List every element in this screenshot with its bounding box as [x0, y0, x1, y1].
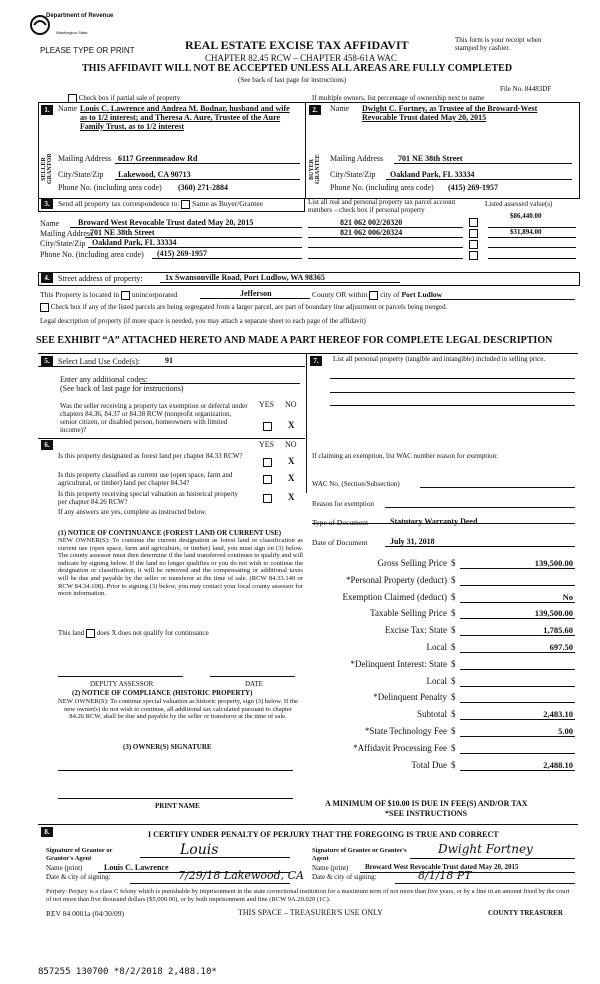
logo-text: Department of Revenue [46, 13, 114, 19]
parcel-3-value-line [488, 247, 576, 248]
reason-label: Reason for exemption [312, 500, 374, 508]
doc-date-line [385, 546, 575, 547]
treasurer-only: THIS SPACE – TREASURER'S USE ONLY [238, 908, 383, 917]
calc-value-line [460, 618, 575, 619]
personal-line-3 [330, 405, 575, 406]
personal-line-2 [330, 392, 575, 393]
forest-q3-yes[interactable] [263, 493, 272, 503]
county-treasurer: COUNTY TREASURER [488, 909, 563, 917]
this-land-label: This land [58, 629, 85, 638]
section-2-badge: 2. [309, 105, 321, 115]
grantor-sig-line [140, 857, 290, 858]
section-3-badge: 3. [41, 199, 53, 209]
buyer-city-line [386, 179, 572, 180]
county-or-row [312, 290, 442, 300]
deputy-date-label: DATE [245, 680, 263, 688]
calc-value[interactable]: 5.00 [558, 726, 573, 736]
within-label: within [348, 290, 368, 299]
calc-currency: $ [451, 574, 456, 585]
wac-no-line [420, 487, 575, 488]
city-of-label: city of [380, 290, 400, 299]
seller-name[interactable]: Louis C. Lawrence and Andrea M. Bodnar, husband and wife as to 1/2 interest; and Theresa A. Aure, Trustee of the Aure Family Trust, as to 1/2 interest [80, 104, 290, 131]
tax-city[interactable]: Oakland Park, FL 33334 [92, 238, 177, 247]
calc-currency: $ [451, 675, 456, 686]
seller-mailing-label: Mailing Address [58, 154, 112, 163]
owner-signature-line-2 [58, 798, 293, 799]
calc-value-line [460, 635, 575, 636]
parcel-4-value-line [488, 258, 576, 259]
section-8-badge: 8. [41, 827, 53, 837]
same-as-buyer-label: Same as Buyer/Grantee [192, 199, 263, 208]
parcel-4-line [308, 258, 463, 259]
doc-type-label: Type of Document [312, 518, 369, 527]
parcel-1-checkbox[interactable] [469, 217, 478, 227]
certify-text: I CERTIFY UNDER PENALTY OF PERJURY THAT THE FOREGOING IS TRUE AND CORRECT [148, 830, 499, 839]
city-line [430, 299, 575, 300]
land-use-code[interactable]: 91 [165, 356, 173, 365]
calc-label: *Personal Property (deduct) [346, 574, 447, 585]
forest-if-yes: If any answers are yes, complete as instructed below. [58, 508, 207, 516]
calc-label: Exemption Claimed (deduct) [342, 591, 447, 602]
parcel-3-checkbox[interactable] [469, 239, 478, 249]
calc-value-line [460, 770, 575, 771]
partial-sale-label: Check box if partial sale of property [78, 94, 181, 103]
tax-phone-label: Phone No. (including area code) [40, 250, 144, 259]
calc-value-line [460, 702, 575, 703]
calc-currency: $ [451, 759, 456, 770]
segregated-checkbox[interactable] [40, 303, 49, 312]
multiple-owners-note: If multiple owners, list percentage of ownership next to name [312, 94, 485, 102]
form-chapter: CHAPTER 82.45 RCW – CHAPTER 458-61A WAC [205, 53, 397, 63]
tax-phone[interactable]: (415) 269-1957 [157, 249, 207, 258]
calc-currency: $ [451, 709, 456, 720]
legal-label: Legal description of property (if more space is needed, you may attach a separate sheet to each page of the affidavit) [40, 317, 366, 325]
land-use-line [38, 366, 305, 367]
calc-currency: $ [451, 658, 456, 669]
see-back: (See back of last page for instructions) [238, 76, 347, 84]
county-line [200, 298, 310, 299]
rev-number: REV 84 0001a (04/30/09) [46, 909, 124, 918]
land-does-label: does [96, 629, 110, 638]
section-6-top-line [38, 438, 305, 439]
land-does-checkbox[interactable] [86, 629, 95, 638]
notice1-text: NEW OWNER(S): To continue the current designation as forest land or classification as current use (open space, farm and agriculture, or timber) land, you must sign on (3) below. The county assessor must then determine if the land transferred continues to qualify and will indicate by signing below. If the land no longer qualifies or you do not wish to continue the designation or classification, it will be removed and the compensating or additional taxes will be due and payable by the seller or transferor at the time of sale. (RCW 84.33.140 or RCW 84.34.108). Prior to signing (3) below, you may contact your local county assessor for more information. [58, 537, 303, 598]
section-8-top-line [38, 824, 578, 825]
personal-line-1 [330, 378, 575, 379]
buyer-name[interactable]: Dwight C. Fortney, as Trustee of the Broward-West Revocable Trust dated May 20, 2015 [362, 104, 538, 122]
calc-value-line [460, 719, 575, 720]
notice2-text: NEW OWNER(S): To continue special valuation as historic property, sign (3) below. If the new owner(s) do not wish to continue, all additional tax calculated pursuant to chapter 84.26 RCW, shall be due and payable by the seller or transferor at the time of sale. [58, 698, 298, 721]
buyer-mailing-label: Mailing Address [330, 154, 384, 163]
parcel-1-number[interactable]: 821 062 002/20320 [340, 218, 403, 227]
seller-phone-label: Phone No. (including area code) [58, 183, 162, 192]
owner-signature-line-1 [58, 770, 293, 771]
parcel-2-value-line [488, 237, 576, 238]
calc-currency: $ [451, 742, 456, 753]
buyer-side-label: BUYER GRANTEE [309, 154, 321, 184]
grantor-name-label: Name (print) [46, 864, 83, 872]
parcel-2-checkbox[interactable] [469, 228, 478, 238]
calc-label: *Affidavit Processing Fee [353, 742, 447, 753]
forest-q3-no[interactable]: X [288, 492, 295, 502]
minimum-note: A MINIMUM OF $10.00 IS DUE IN FEE(S) AND/OR TAX [325, 799, 528, 808]
calc-currency: $ [451, 625, 456, 636]
grantor-signature[interactable]: Louis [180, 842, 219, 858]
calc-value-line [460, 669, 575, 670]
seller-city-line [115, 179, 300, 180]
receipt-stamp: 857255 130700 *8/2/2018 2,488.10* [38, 967, 217, 977]
tax-city-line [88, 247, 302, 248]
file-no: File No. 84483DF [500, 85, 552, 93]
forest-no: NO [285, 440, 297, 449]
tax-mailing-label: Mailing Address [40, 229, 94, 238]
grantor-date-line [130, 883, 290, 884]
land-use-no: NO [285, 400, 297, 409]
forest-yes: YES [259, 440, 275, 449]
grantee-name[interactable]: Broward West Revocable Trust dated May 20, 2015 [365, 863, 519, 871]
calc-label: Gross Selling Price [377, 558, 447, 568]
parties-divider [305, 102, 306, 198]
tax-mailing[interactable]: 701 NE 38th Street [90, 228, 155, 237]
calc-value[interactable]: 697.50 [549, 642, 573, 652]
grantee-sig-label: Signature of Grantee or Grantee's Agent [312, 847, 407, 862]
grantor-name[interactable]: Louis C. Lawrence [104, 863, 169, 872]
parcel-1-value[interactable]: $86,440.00 [510, 212, 542, 220]
calc-value[interactable]: No [562, 591, 573, 602]
calc-currency: $ [451, 642, 456, 652]
parcels-label: List all real and personal property tax parcel account numbers – check box if personal property [308, 198, 456, 214]
section-5-badge: 5. [41, 356, 53, 366]
calc-label: *State Technology Fee [364, 726, 447, 736]
parcel-2-value[interactable]: $31,894.00 [510, 228, 542, 236]
calc-label: Subtotal [416, 709, 447, 720]
forest-q1-yes[interactable] [263, 457, 272, 467]
grantor-date[interactable]: 7/29/18 Lakewood, CA [178, 869, 304, 882]
owner-signature-title: (3) OWNER(S) SIGNATURE [123, 743, 212, 751]
buyer-phone[interactable]: (415) 269-1957 [448, 183, 498, 192]
calc-currency: $ [451, 608, 456, 619]
calc-value[interactable]: 2,483.10 [543, 709, 573, 720]
calc-label: *Delinquent Interest: State [350, 658, 447, 669]
land-use-yes: YES [259, 400, 275, 409]
exhibit-text[interactable]: SEE EXHIBIT “A” ATTACHED HERETO AND MADE A PART HEREOF FOR COMPLETE LEGAL DESCRIPTION [36, 335, 553, 346]
grantee-date[interactable]: 8/1/18 PT [418, 869, 472, 882]
located-row [40, 290, 177, 300]
calc-currency: $ [451, 726, 456, 736]
print-name-label: PRINT NAME [155, 802, 200, 810]
parcel-3-line [308, 247, 463, 248]
segregated-label: Check box if any of the listed parcels are being segregated from a larger parcel, are part of boundary line adjustment or parcels being merged. [50, 303, 448, 312]
additional-codes-label: Enter any additional codes: [60, 375, 148, 384]
calc-value-line [460, 602, 575, 603]
seller-name-label: Name [58, 104, 78, 113]
forest-q2-yes[interactable] [263, 474, 272, 484]
seller-city[interactable]: Lakewood, CA 90713 [118, 170, 191, 179]
receipt-note: This form is your receipt when stamped by cashier. [455, 36, 542, 52]
section-4-badge: 4. [41, 273, 53, 283]
grantee-date-line [395, 883, 575, 884]
calc-value[interactable]: 139,500.00 [534, 608, 573, 619]
seller-phone[interactable]: (360) 271-2884 [178, 183, 228, 192]
street-address[interactable]: 1x Swansonville Road, Port Ludlow, WA 98365 [165, 273, 325, 282]
segregated-row [40, 303, 447, 312]
calc-value-line [460, 585, 575, 586]
forest-q2: Is this property classified as current use (open space, farm and agricultural, or timber) land per chapter 84.34? [58, 471, 233, 487]
land-use-label: Select Land Use Code(s): [58, 357, 140, 366]
mid-divider [306, 353, 307, 493]
county-name[interactable]: Jefferson [240, 289, 272, 298]
calc-label: *Delinquent Penalty [373, 692, 447, 703]
grantee-sig-line [410, 858, 575, 859]
form-warning: THIS AFFIDAVIT WILL NOT BE ACCEPTED UNLESS ALL AREAS ARE FULLY COMPLETED [82, 63, 513, 74]
buyer-mailing[interactable]: 701 NE 38th Street [398, 154, 463, 163]
exemption-yes-checkbox[interactable] [263, 421, 272, 431]
calc-value[interactable]: 139,500.00 [534, 558, 573, 568]
tax-city-label: City/State/Zip [40, 239, 86, 248]
forest-q1: Is this property designated as forest land per chapter 84.33 RCW? [58, 452, 243, 460]
land-does-not-label: X does not qualify for continuance [111, 629, 209, 638]
calc-label: Total Due [411, 759, 447, 770]
exemption-no-mark[interactable]: X [288, 420, 295, 430]
buyer-name-label: Name [330, 104, 350, 113]
grantor-date-label: Date & city of signing: [46, 873, 111, 881]
notice2-title: (2) NOTICE OF COMPLIANCE (HISTORIC PROPERTY) [72, 689, 253, 697]
exemption-question: Was the seller receiving a property tax exemption or deferral under chapters 84.36, 84.37 or 84.38 RCW (nonprofit organization, senior citizen, or disabled person, homeowners with limited income)? [60, 402, 248, 434]
parcel-2-number[interactable]: 821 062 006/20324 [340, 228, 403, 237]
seller-mailing-line [115, 163, 300, 164]
reason-line [385, 507, 575, 508]
seller-city-label: City/State/Zip [58, 170, 104, 179]
tax-corr-label: Send all property tax correspondence to: [58, 199, 180, 208]
see-instructions: *SEE INSTRUCTIONS [385, 809, 468, 818]
tax-corr-row [58, 199, 263, 209]
buyer-phone-label: Phone No. (including area code) [330, 183, 434, 192]
same-as-buyer-checkbox[interactable] [181, 200, 190, 209]
forest-q3: Is this property receiving special valuation as historical property per chapter 84.26 RCW? [58, 490, 239, 506]
calc-value-line [460, 736, 575, 737]
wac-label: If claiming an exemption, list WAC number reason for exemption: [312, 452, 499, 460]
please-type: PLEASE TYPE OR PRINT [40, 46, 135, 55]
doc-date[interactable]: July 31, 2018 [390, 537, 435, 546]
doc-date-label: Date of Document [312, 538, 368, 547]
section-6-badge: 6. [41, 440, 53, 450]
grantor-sig-label: Signature of Grantor or Grantor's Agent [46, 847, 113, 862]
buyer-city[interactable]: Oakland Park, FL 33334 [390, 170, 475, 179]
forest-q2-no[interactable]: X [288, 473, 295, 483]
calc-label: Local [426, 642, 447, 652]
this-land-row [58, 629, 209, 638]
form-title: REAL ESTATE EXCISE TAX AFFIDAVIT [185, 38, 409, 52]
parcel-4-checkbox[interactable] [469, 250, 478, 260]
tax-phone-line [152, 258, 302, 259]
section-5-box [38, 353, 578, 354]
deputy-label: DEPUTY ASSESSOR [90, 680, 154, 688]
street-line [160, 282, 400, 283]
calc-currency: $ [451, 558, 456, 568]
unincorporated-label: unincorporated [131, 290, 178, 299]
logo-subtext: Washington State [56, 30, 88, 35]
calc-value-line [460, 686, 575, 687]
seller-side-label: SELLER GRANTOR [41, 153, 53, 185]
calc-value-line [460, 652, 575, 653]
notice1-title: (1) NOTICE OF CONTINUANCE (FOREST LAND OR CURRENT USE) [58, 529, 282, 537]
perjury-text: Perjury: Perjury is a class C felony which is punishable by imprisonment in the state correctional institution for a maximum term of not more than five years, or by a fine in an amount fixed by the court of not more than five thousand dollars ($5,000.00), or by both imprisonment and fine (RCW 9A.20.020 (1C). [46, 888, 570, 903]
property-city[interactable]: Port Ludlow [401, 290, 443, 299]
tax-name-label: Name [40, 219, 60, 228]
calc-label: Excise Tax: State [384, 625, 447, 636]
calc-label: Local [426, 675, 447, 686]
deputy-line [58, 676, 183, 677]
assessed-label: Listed assessed value(s) [485, 200, 553, 208]
grantee-date-label: Date & city of signing: [312, 873, 377, 881]
located-label: This Property is located in [40, 290, 120, 299]
grantee-name-label: Name (print) [312, 864, 349, 872]
calc-table [315, 558, 577, 778]
section-1-badge: 1. [41, 105, 53, 115]
calc-value-line [460, 568, 575, 569]
seller-mailing[interactable]: 6117 Greenmeadow Rd [118, 154, 198, 163]
grantee-signature[interactable]: Dwight Fortney [438, 842, 533, 856]
calc-currency: $ [451, 591, 456, 602]
wac-no-label: WAC No. (Section/Subsection) [312, 480, 400, 488]
land-use-see-back: (See back of last page for instructions) [60, 384, 184, 393]
calc-label: Taxable Selling Price [370, 608, 447, 619]
personal-label: List all personal property (tangible and intangible) included in selling price. [333, 355, 546, 363]
tax-name[interactable]: Broward West Revocable Trust dated May 20, 2015 [78, 218, 254, 227]
parcel-2-line [308, 237, 463, 238]
section-7-badge: 7. [310, 356, 322, 366]
unincorporated-checkbox[interactable] [121, 291, 130, 300]
buyer-mailing-line [394, 163, 572, 164]
buyer-city-label: City/State/Zip [330, 170, 376, 179]
street-label: Street address of property: [58, 274, 143, 283]
forest-q1-no[interactable]: X [288, 456, 295, 466]
calc-value-line [460, 753, 575, 754]
within-city-checkbox[interactable] [369, 291, 378, 300]
calc-value[interactable]: 2,488.10 [543, 759, 573, 770]
county-or-label: County OR [312, 290, 347, 299]
deputy-date-line [210, 676, 295, 677]
calc-value[interactable]: 1,785.60 [543, 625, 573, 636]
calc-currency: $ [451, 692, 456, 703]
doc-type[interactable]: Statutory Warranty Deed [390, 517, 478, 526]
